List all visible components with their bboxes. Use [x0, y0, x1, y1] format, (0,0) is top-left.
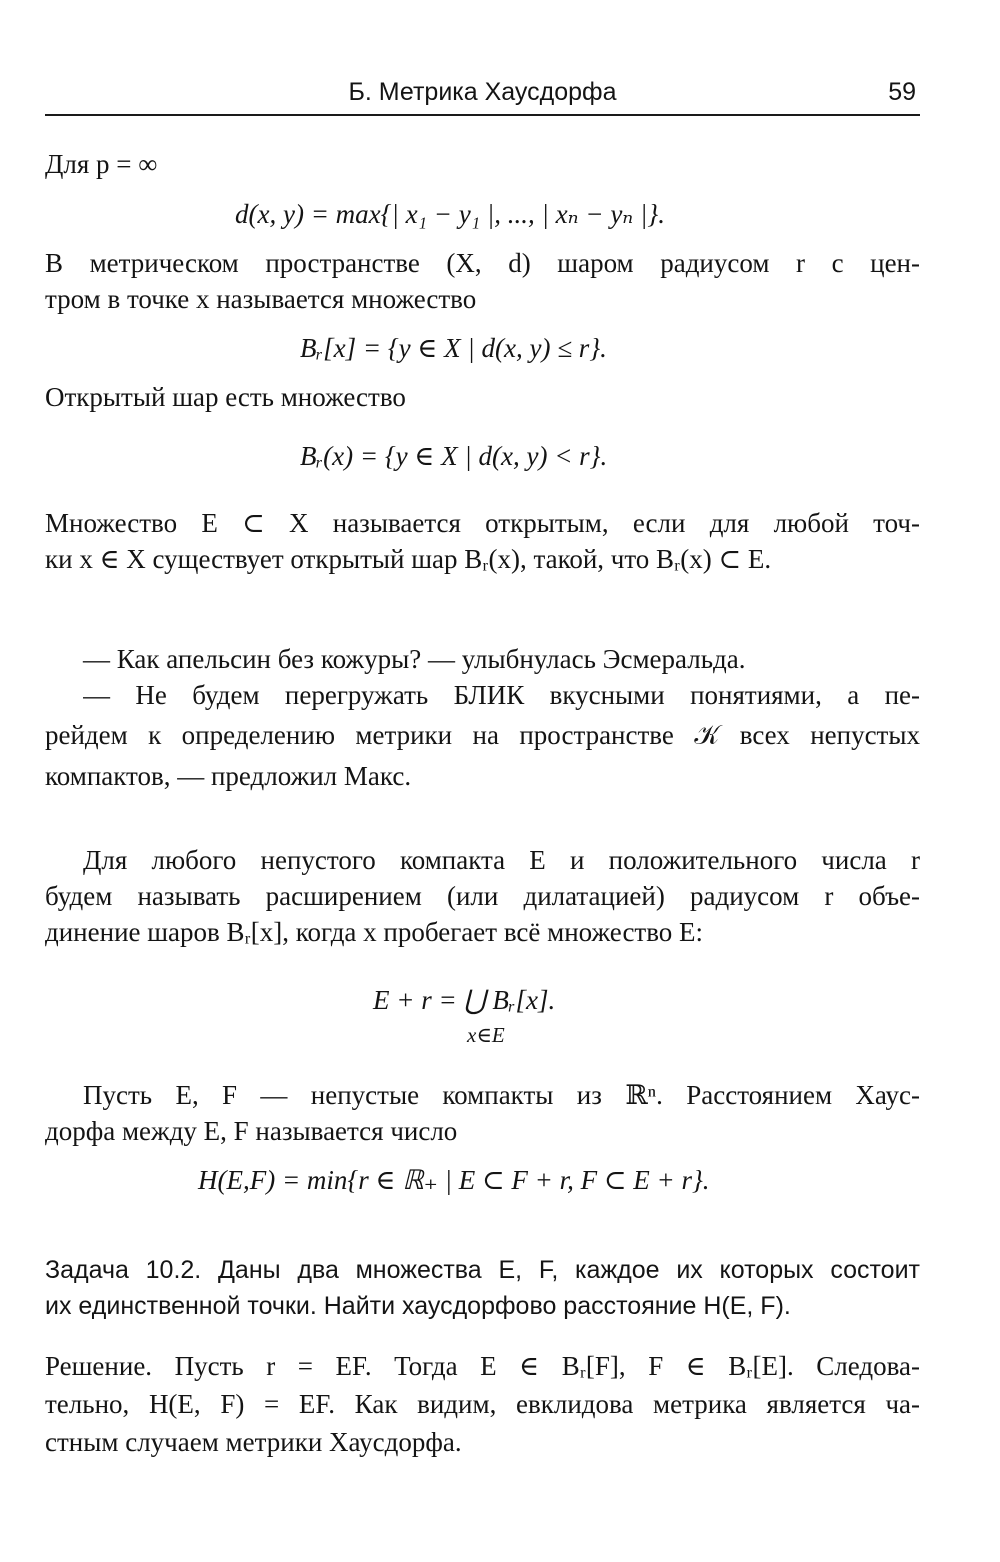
dialogue-line: рейдем к определению метрики на пространстве 𝒦 всех непустых: [45, 720, 920, 750]
text-line: динение шаров Bᵣ[x], когда x пробегает всё множество E:: [45, 917, 704, 947]
task-line: Задача 10.2. Даны два множества E, F, каждое их которых состоит: [45, 1256, 920, 1284]
text-line: Для p = ∞: [45, 149, 158, 179]
solution-line: тельно, H(E, F) = EF. Как видим, евклидова метрика является ча-: [45, 1389, 920, 1419]
text-line: Множество E ⊂ X называется открытым, если для любой точ-: [45, 508, 920, 538]
formula-open-ball: Bᵣ(x) = {y ∈ X | d(x, y) < r}.: [300, 441, 608, 471]
dialogue-line: — Как апельсин без кожуры? — улыбнулась Эсмеральда.: [83, 644, 746, 674]
text-line: будем называть расширением (или дилатацией) радиусом r объе-: [45, 881, 920, 911]
formula-max-metric: d(x, y) = max{| x₁ − y₁ |, ..., | xₙ − yₙ |}.: [235, 199, 665, 229]
text-line: дорфа между E, F называется число: [45, 1116, 458, 1146]
dialogue-line: компактов, — предложил Макс.: [45, 761, 412, 791]
solution-line: стным случаем метрики Хаусдорфа.: [45, 1427, 462, 1457]
header-title: Б. Метрика Хаусдорфа: [348, 78, 617, 106]
formula-hausdorff: H(E,F) = min{r ∈ ℝ₊ | E ⊂ F + r, F ⊂ E + r}.: [198, 1165, 710, 1195]
page-number: 59: [888, 78, 916, 106]
dialogue-line: — Не будем перегружать БЛИК вкусными понятиями, а пе-: [83, 680, 920, 710]
solution-line: Решение. Пусть r = EF. Тогда E ∈ Bᵣ[F], F ∈ Bᵣ[E]. Следова-: [45, 1351, 920, 1381]
formula-closed-ball: Bᵣ[x] = {y ∈ X | d(x, y) ≤ r}.: [300, 333, 607, 363]
task-line: их единственной точки. Найти хаусдорфово расстояние H(E, F).: [45, 1292, 791, 1320]
formula-dilation: E + r = ⋃ Bᵣ[x].: [373, 985, 556, 1015]
running-header: [45, 76, 920, 116]
text-line: Для любого непустого компакта E и положительного числа r: [83, 845, 920, 875]
union-subscript: x∈E: [467, 1023, 505, 1047]
text-line: Открытый шар есть множество: [45, 382, 406, 412]
text-line: ки x ∈ X существует открытый шар Bᵣ(x), такой, что Bᵣ(x) ⊂ E.: [45, 544, 772, 574]
text-line: Пусть E, F — непустые компакты из ℝⁿ. Расстоянием Хаус-: [83, 1080, 920, 1110]
text-line: тром в точке x называется множество: [45, 284, 477, 314]
text-line: В метрическом пространстве (X, d) шаром радиусом r с цен-: [45, 248, 920, 278]
